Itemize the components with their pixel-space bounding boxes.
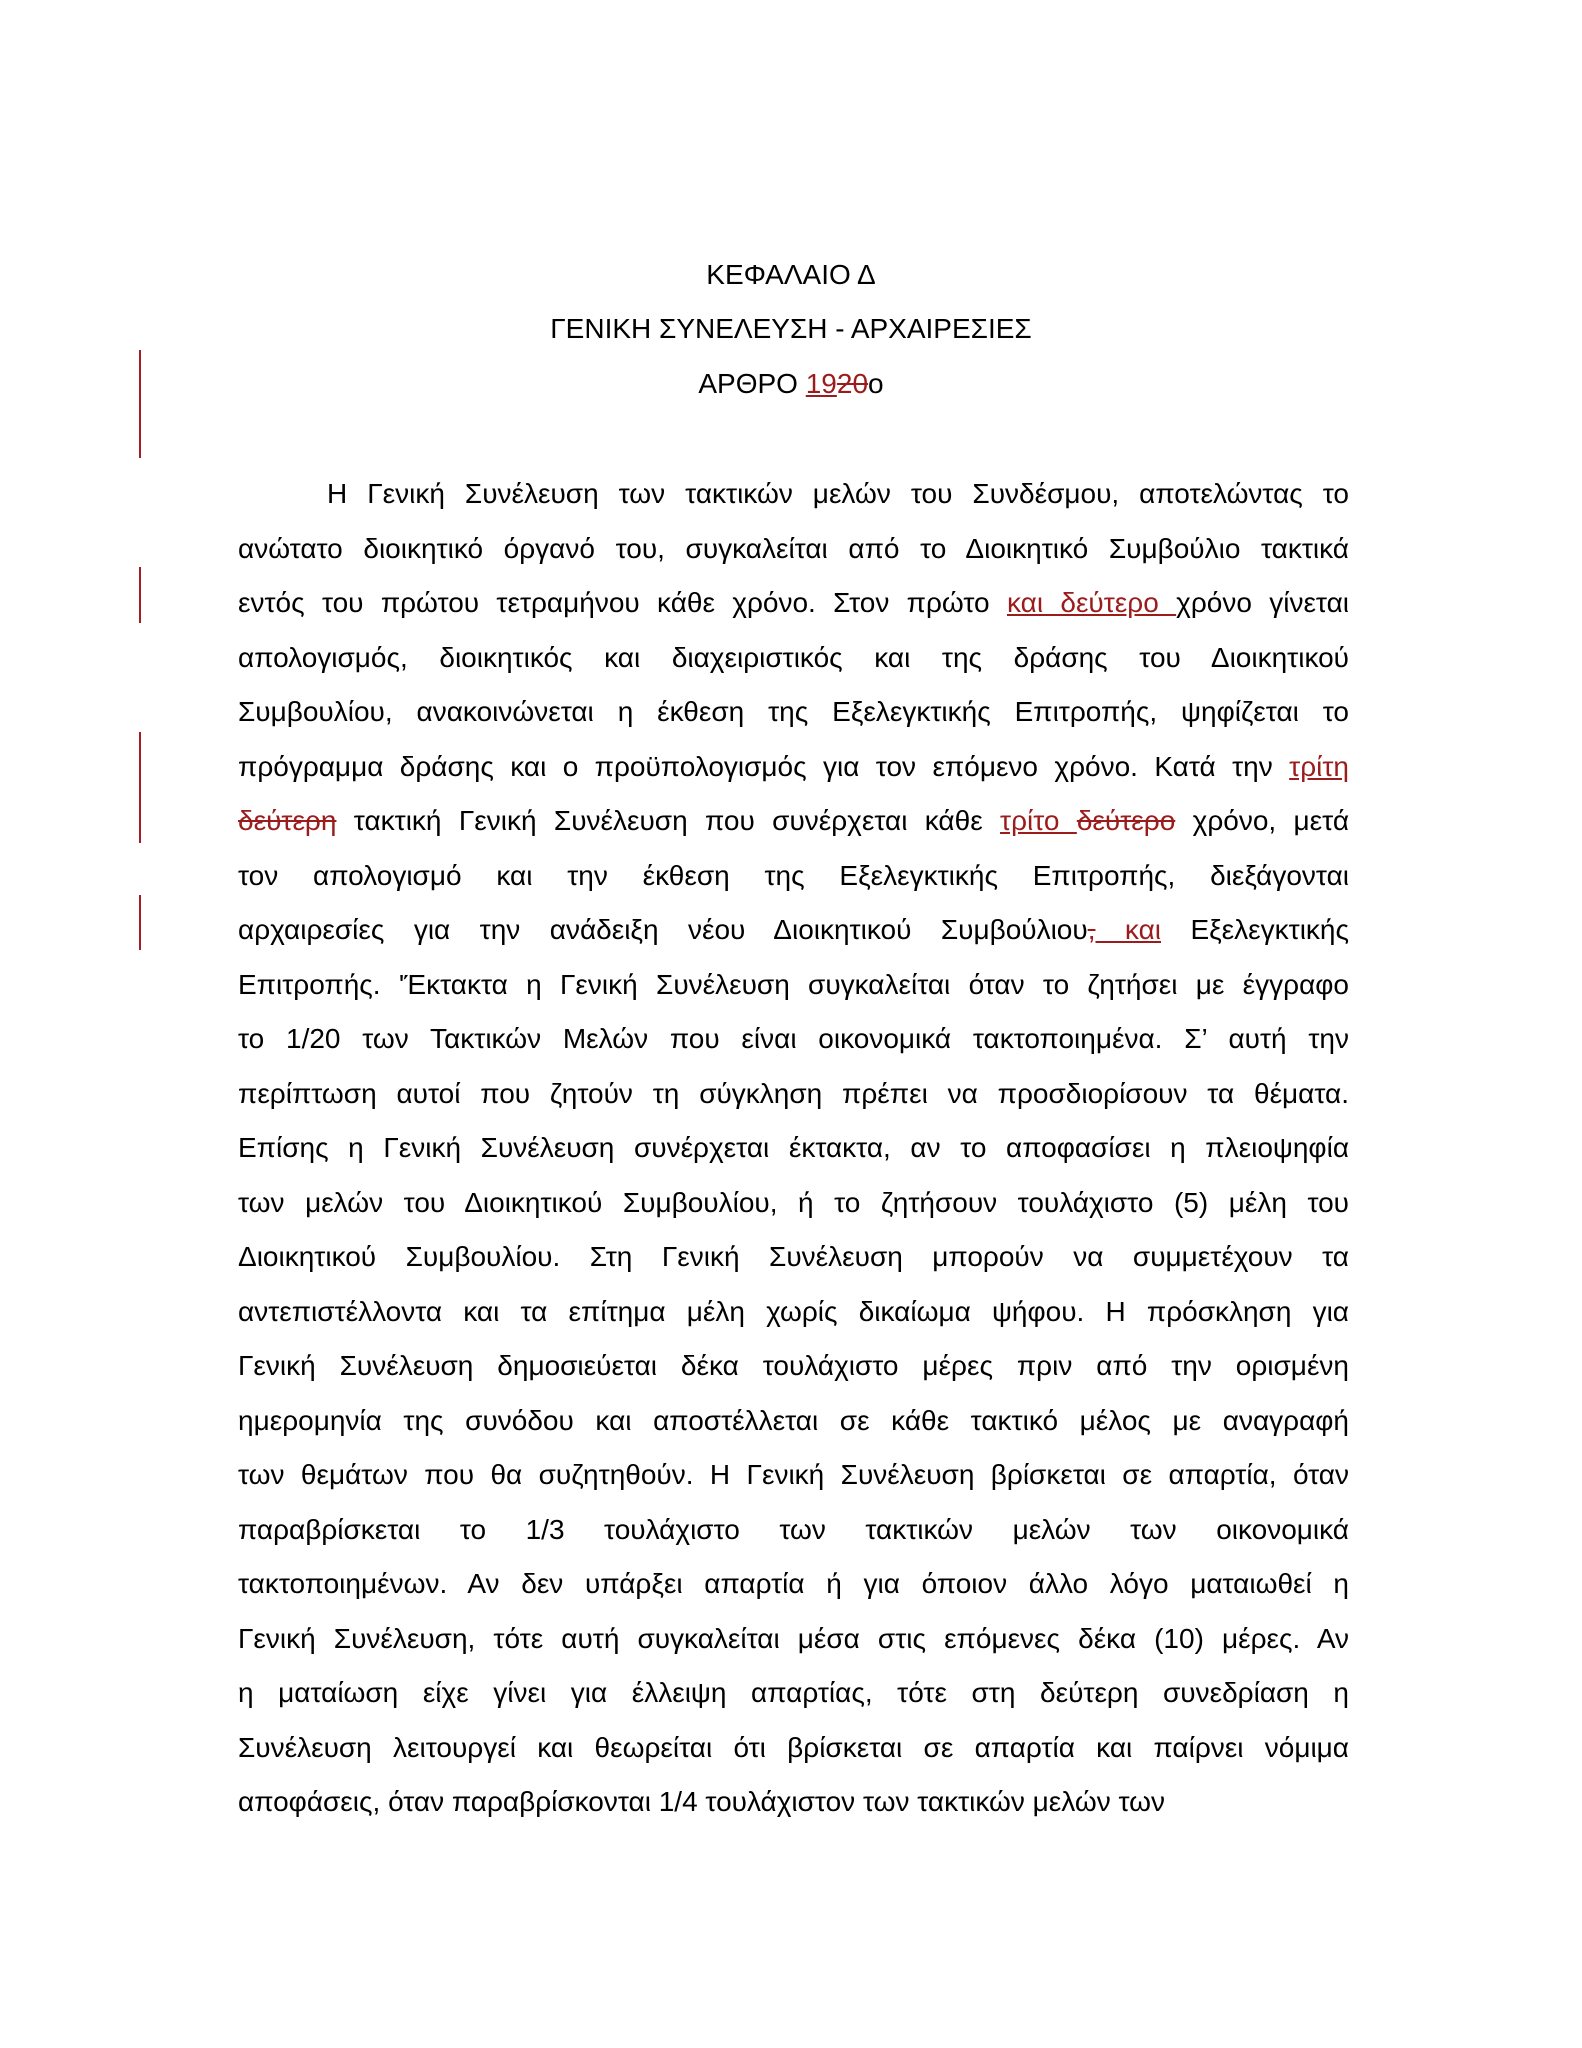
body-line: [238, 958, 1349, 1012]
body-line: [238, 1394, 1349, 1448]
body-line: [238, 1067, 1349, 1121]
text-run: των θεμάτων που θα συζητηθούν. Η Γενική Συνέλευση βρίσκεται σε απαρτία, όταν: [238, 1459, 1349, 1490]
text-run: Επίσης η Γενική Συνέλευση συνέρχεται έκτακτα, αν το αποφασίσει η πλειοψηφία: [238, 1132, 1349, 1163]
body-line: [238, 794, 1349, 848]
body-line: [238, 1121, 1349, 1175]
text-run: Γενική Συνέλευση, τότε αυτή συγκαλείται μέσα στις επόμενες δέκα (10) μέρες. Αν: [238, 1622, 1349, 1654]
body-line: [327, 467, 1349, 521]
text-run: των μελών του Διοικητικού Συμβουλίου, ή το ζητήσουν τουλάχιστο (5) μέλη του: [238, 1186, 1349, 1218]
inserted-text: και: [1095, 914, 1161, 945]
body-line: [238, 1285, 1349, 1339]
deleted-text: δεύτερο: [1076, 805, 1176, 836]
text-run: Γενική Συνέλευση δημοσιεύεται δέκα τουλάχιστο μέρες πριν από την ορισμένη: [238, 1350, 1349, 1381]
body-line: [238, 740, 1349, 794]
change-bar: [139, 567, 141, 623]
chapter-title: ΓΕΝΙΚΗ ΣΥΝΕΛΕΥΣΗ - ΑΡΧΑΙΡΕΣΙΕΣ: [550, 313, 1032, 344]
deleted-text: ,: [1087, 914, 1096, 945]
text-run: πρόγραμμα δράσης και ο προϋπολογισμός για τον επόμενο χρόνο. Κατά την: [238, 750, 1290, 782]
text-run: Η Γενική Συνέλευση των τακτικών μελών του Συνδέσμου, αποτελώντας το: [327, 478, 1349, 509]
text-run: Εξελεγκτικής: [1161, 914, 1349, 945]
text-run: τακτική Γενική Συνέλευση που συνέρχεται κάθε: [336, 805, 1001, 836]
chapter-heading: ΚΕΦΑΛΑΙΟ Δ: [706, 259, 876, 290]
text-run: χρόνο γίνεται: [1176, 587, 1349, 618]
body-line: [238, 685, 1349, 739]
text-run: αποφάσεις, όταν παραβρίσκονται 1/4 τουλάχιστον των τακτικών μελών των: [238, 1786, 1166, 1817]
deleted-text: δεύτερη: [238, 805, 337, 836]
body-line: [238, 1775, 1349, 1829]
body-line: [238, 849, 1349, 903]
text-run: παραβρίσκεται το 1/3 τουλάχιστο των τακτικών μελών των οικονομικά: [238, 1513, 1349, 1545]
body-line: [238, 631, 1349, 685]
text-run: περίπτωση αυτοί που ζητούν τη σύγκληση πρέπει να προσδιορίσουν τα θέματα.: [238, 1077, 1349, 1109]
text-run: Επιτροπής. 'Έκτακτα η Γενική Συνέλευση συγκαλείται όταν το ζητήσει με έγγραφο: [238, 968, 1349, 1000]
body-line: [238, 1557, 1349, 1611]
body-line: [238, 1230, 1349, 1284]
inserted-text: τρίτη: [1289, 750, 1349, 782]
text-run: αντεπιστέλλοντα και τα επίτημα μέλη χωρίς δικαίωμα ψήφου. Η πρόσκληση για: [238, 1295, 1349, 1327]
body-line: [238, 1176, 1349, 1230]
text-run: εντός του πρώτου τετραμήνου κάθε χρόνο. Στον πρώτο: [238, 587, 1007, 618]
deleted-text: 20: [836, 368, 869, 399]
article-prefix: ΑΡΘΡΟ: [698, 368, 806, 399]
text-run: τον απολογισμό και την έκθεση της Εξελεγκτικής Επιτροπής, διεξάγονται: [238, 859, 1349, 891]
text-run: Συμβουλίου, ανακοινώνεται η έκθεση της Εξελεγκτικής Επιτροπής, ψηφίζεται το: [238, 696, 1349, 727]
text-run: Συνέλευση λειτουργεί και θεωρείται ότι βρίσκεται σε απαρτία και παίρνει νόμιμα: [238, 1731, 1349, 1763]
text-run: απολογισμός, διοικητικός και διαχειριστικός και της δράσης του Διοικητικού: [238, 641, 1349, 673]
text-run: ημερομηνία της συνόδου και αποστέλλεται σε κάθε τακτικό μέλος με αναγραφή: [238, 1404, 1349, 1436]
text-run: τακτοποιημένων. Αν δεν υπάρξει απαρτία ή για όποιον άλλο λόγο ματαιωθεί η: [238, 1568, 1349, 1599]
body-line: [238, 903, 1349, 957]
body-line: [238, 1666, 1349, 1720]
body-line: [238, 1721, 1349, 1775]
inserted-text: και δεύτερο: [1006, 587, 1177, 618]
body-line: [238, 1448, 1349, 1502]
text-run: το 1/20 των Τακτικών Μελών που είναι οικονομικά τακτοποιημένα. Σ’ αυτή την: [238, 1023, 1349, 1054]
body-line: [238, 1503, 1349, 1557]
body-line: [238, 1339, 1349, 1393]
text-run: Διοικητικού Συμβουλίου. Στη Γενική Συνέλευση μπορούν να συμμετέχουν τα: [238, 1241, 1349, 1272]
change-bar: [139, 350, 141, 458]
article-heading: [0, 357, 1582, 411]
change-bar: [139, 732, 141, 843]
change-bar: [139, 895, 141, 950]
body-line: [238, 522, 1349, 576]
inserted-text: τρίτο: [1000, 805, 1077, 836]
text-run: ανώτατο διοικητικό όργανό του, συγκαλείται από το Διοικητικό Συμβούλιο τακτικά: [238, 532, 1349, 564]
body-line: [238, 1012, 1349, 1066]
body-line: [238, 1612, 1349, 1666]
text-run: η ματαίωση είχε γίνει για έλλειψη απαρτίας, τότε στη δεύτερη συνεδρίαση η: [238, 1677, 1349, 1708]
text-run: αρχαιρεσίες για την ανάδειξη νέου Διοικητικού Συμβούλιου: [238, 914, 1088, 945]
text-run: χρόνο, μετά: [1175, 805, 1350, 836]
body-line: [238, 576, 1349, 630]
article-suffix: ο: [868, 368, 884, 399]
inserted-text: 19: [805, 368, 837, 399]
